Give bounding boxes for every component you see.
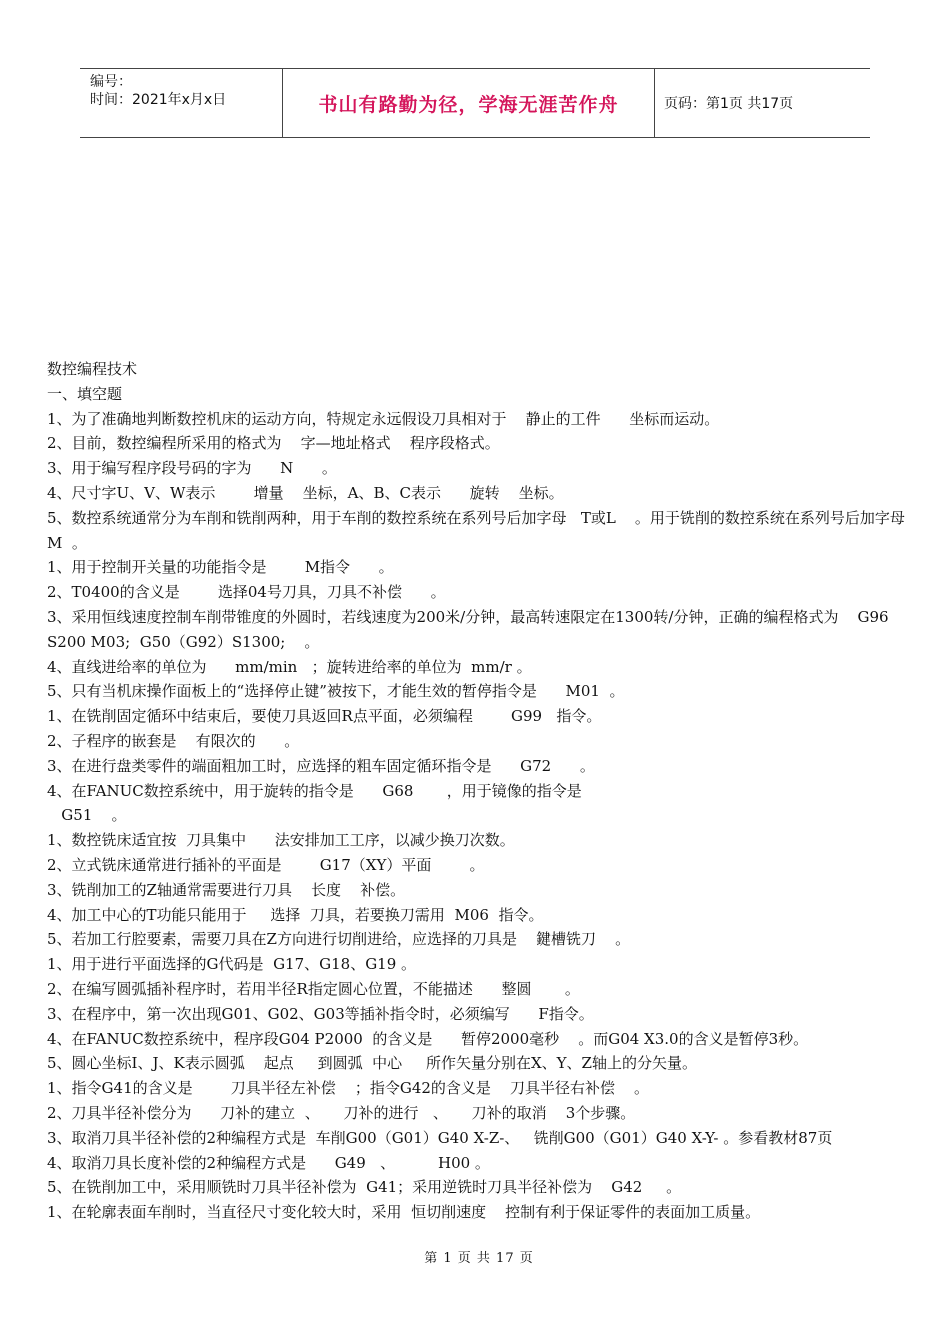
question-line: 2、T0400的含义是 选择04号刀具，刀具不补偿 。 — [47, 583, 446, 602]
header-motto-cell — [282, 69, 655, 137]
question-line: 4、加工中心的T功能只能用于 选择 刀具，若要换刀需用 M06 指令。 — [47, 905, 544, 924]
question-line: 1、指令G41的含义是 刀具半径左补偿 ；指令G42的含义是 刀具半径右补偿 。 — [47, 1079, 650, 1098]
question-line: 5、只有当机床操作面板上的“选择停止键”被按下，才能生效的暂停指令是 M01 。 — [47, 682, 625, 701]
document-number-label: 编号： — [90, 74, 132, 90]
question-line: 3、在程序中，第一次出现G01、G02、G03等插补指令时，必须编写 F指令。 — [47, 1004, 594, 1023]
header-meta — [80, 69, 282, 137]
section-heading: 一、填空题 — [47, 384, 123, 403]
question-line: 1、为了准确地判断数控机床的运动方向，特规定永远假设刀具相对于 静止的工件 坐标而运动。 — [47, 409, 720, 428]
motto-text: 书山有路勤为径，学海无涯苦作舟 — [318, 93, 619, 116]
question-line: 5、若加工行腔要素，需要刀具在Z方向进行切削进给，应选择的刀具是 鍵槽铣刀 。 — [47, 930, 631, 949]
question-line: 1、用于控制开关量的功能指令是 M指令 。 — [47, 558, 394, 577]
header-table — [80, 68, 870, 138]
question-line: 5、在铣削加工中，采用顺铣时刀具半径补偿为 G41；采用逆铣时刀具半径补偿为 G42 。 — [47, 1178, 682, 1197]
question-line: G51 。 — [47, 806, 127, 825]
question-line: 2、刀具半径补偿分为 刀补的建立 、 刀补的进行 、 刀补的取消 3个步骤。 — [47, 1103, 636, 1122]
question-line: 4、在FANUC数控系统中，程序段G04 P2000 的含义是 暂停2000毫秒 。而G04 X3.0的含义是暂停3秒。 — [47, 1029, 809, 1048]
question-line: 4、尺寸字U、V、W表示 增量 坐标，A、B、C表示 旋转 坐标。 — [47, 483, 564, 502]
question-line: 1、在轮廓表面车削时，当直径尺寸变化较大时，采用 恒切削速度 控制有利于保证零件的表面加工质量。 — [47, 1203, 761, 1222]
question-line: 4、直线进给率的单位为 mm/min ；旋转进给率的单位为 mm/r 。 — [47, 657, 532, 676]
document-date-label: 时间：2021年x月x日 — [90, 92, 227, 108]
page-indicator: 页码：第1页 共17页 — [664, 96, 794, 112]
question-line: 1、在铣削固定循环中结束后，要使刀具返回R点平面，必须编程 G99 指令。 — [47, 707, 602, 726]
document-title: 数控编程技术 — [47, 360, 138, 378]
question-line: 3、铣削加工的Z轴通常需要进行刀具 长度 补偿。 — [47, 880, 406, 899]
question-line: 2、子程序的嵌套是 有限次的 。 — [47, 731, 300, 750]
question-line: 3、用于编写程序段号码的字为 N 。 — [47, 459, 337, 478]
question-line: 5、数控系统通常分为车削和铣削两种，用于车削的数控系统在系列号后加字母 T或L 。用于铣削的数控系统在系列号后加字母 M 。 — [47, 508, 924, 552]
question-line: 2、目前，数控编程所采用的格式为 字—地址格式 程序段格式。 — [47, 434, 500, 453]
document-body — [47, 357, 924, 1225]
page-footer: 第 1 页 共 17 页 — [424, 1251, 534, 1266]
question-line: 4、取消刀具长度补偿的2种编程方式是 G49 、 H00 。 — [47, 1153, 490, 1172]
question-line: 1、用于进行平面选择的G代码是 G17、G18、G19 。 — [47, 955, 417, 974]
header-page-cell — [655, 69, 870, 137]
question-line: 2、在编写圆弧插补程序时，若用半径R指定圆心位置，不能描述 整圆 。 — [47, 979, 580, 998]
question-line: 5、圆心坐标I、J、K表示圆弧 起点 到圆弧 中心 所作矢量分别在X、Y、Z轴上的分矢量。 — [47, 1054, 697, 1073]
question-line: 1、数控铣床适宜按 刀具集中 法安排加工工序，以减少换刀次数。 — [47, 831, 515, 850]
question-line: 2、立式铣床通常进行插补的平面是 G17（XY）平面 。 — [47, 855, 485, 874]
question-line: 3、在进行盘类零件的端面粗加工时，应选择的粗车固定循环指令是 G72 。 — [47, 756, 595, 775]
question-line: 3、取消刀具半径补偿的2种编程方式是 车削G00（G01）G40 X-Z-、 铣削G00（G01）G40 X-Y- 。参看教材87页 — [47, 1128, 833, 1147]
question-line: 3、采用恒线速度控制车削带锥度的外圆时，若线速度为200米/分钟，最高转速限定在1300转/分钟，正确的编程格式为 G96 S200 M03; G50（G92）S1300; 。 — [47, 607, 894, 651]
question-line: 4、在FANUC数控系统中，用于旋转的指令是 G68 ，用于镜像的指令是 — [47, 781, 582, 800]
